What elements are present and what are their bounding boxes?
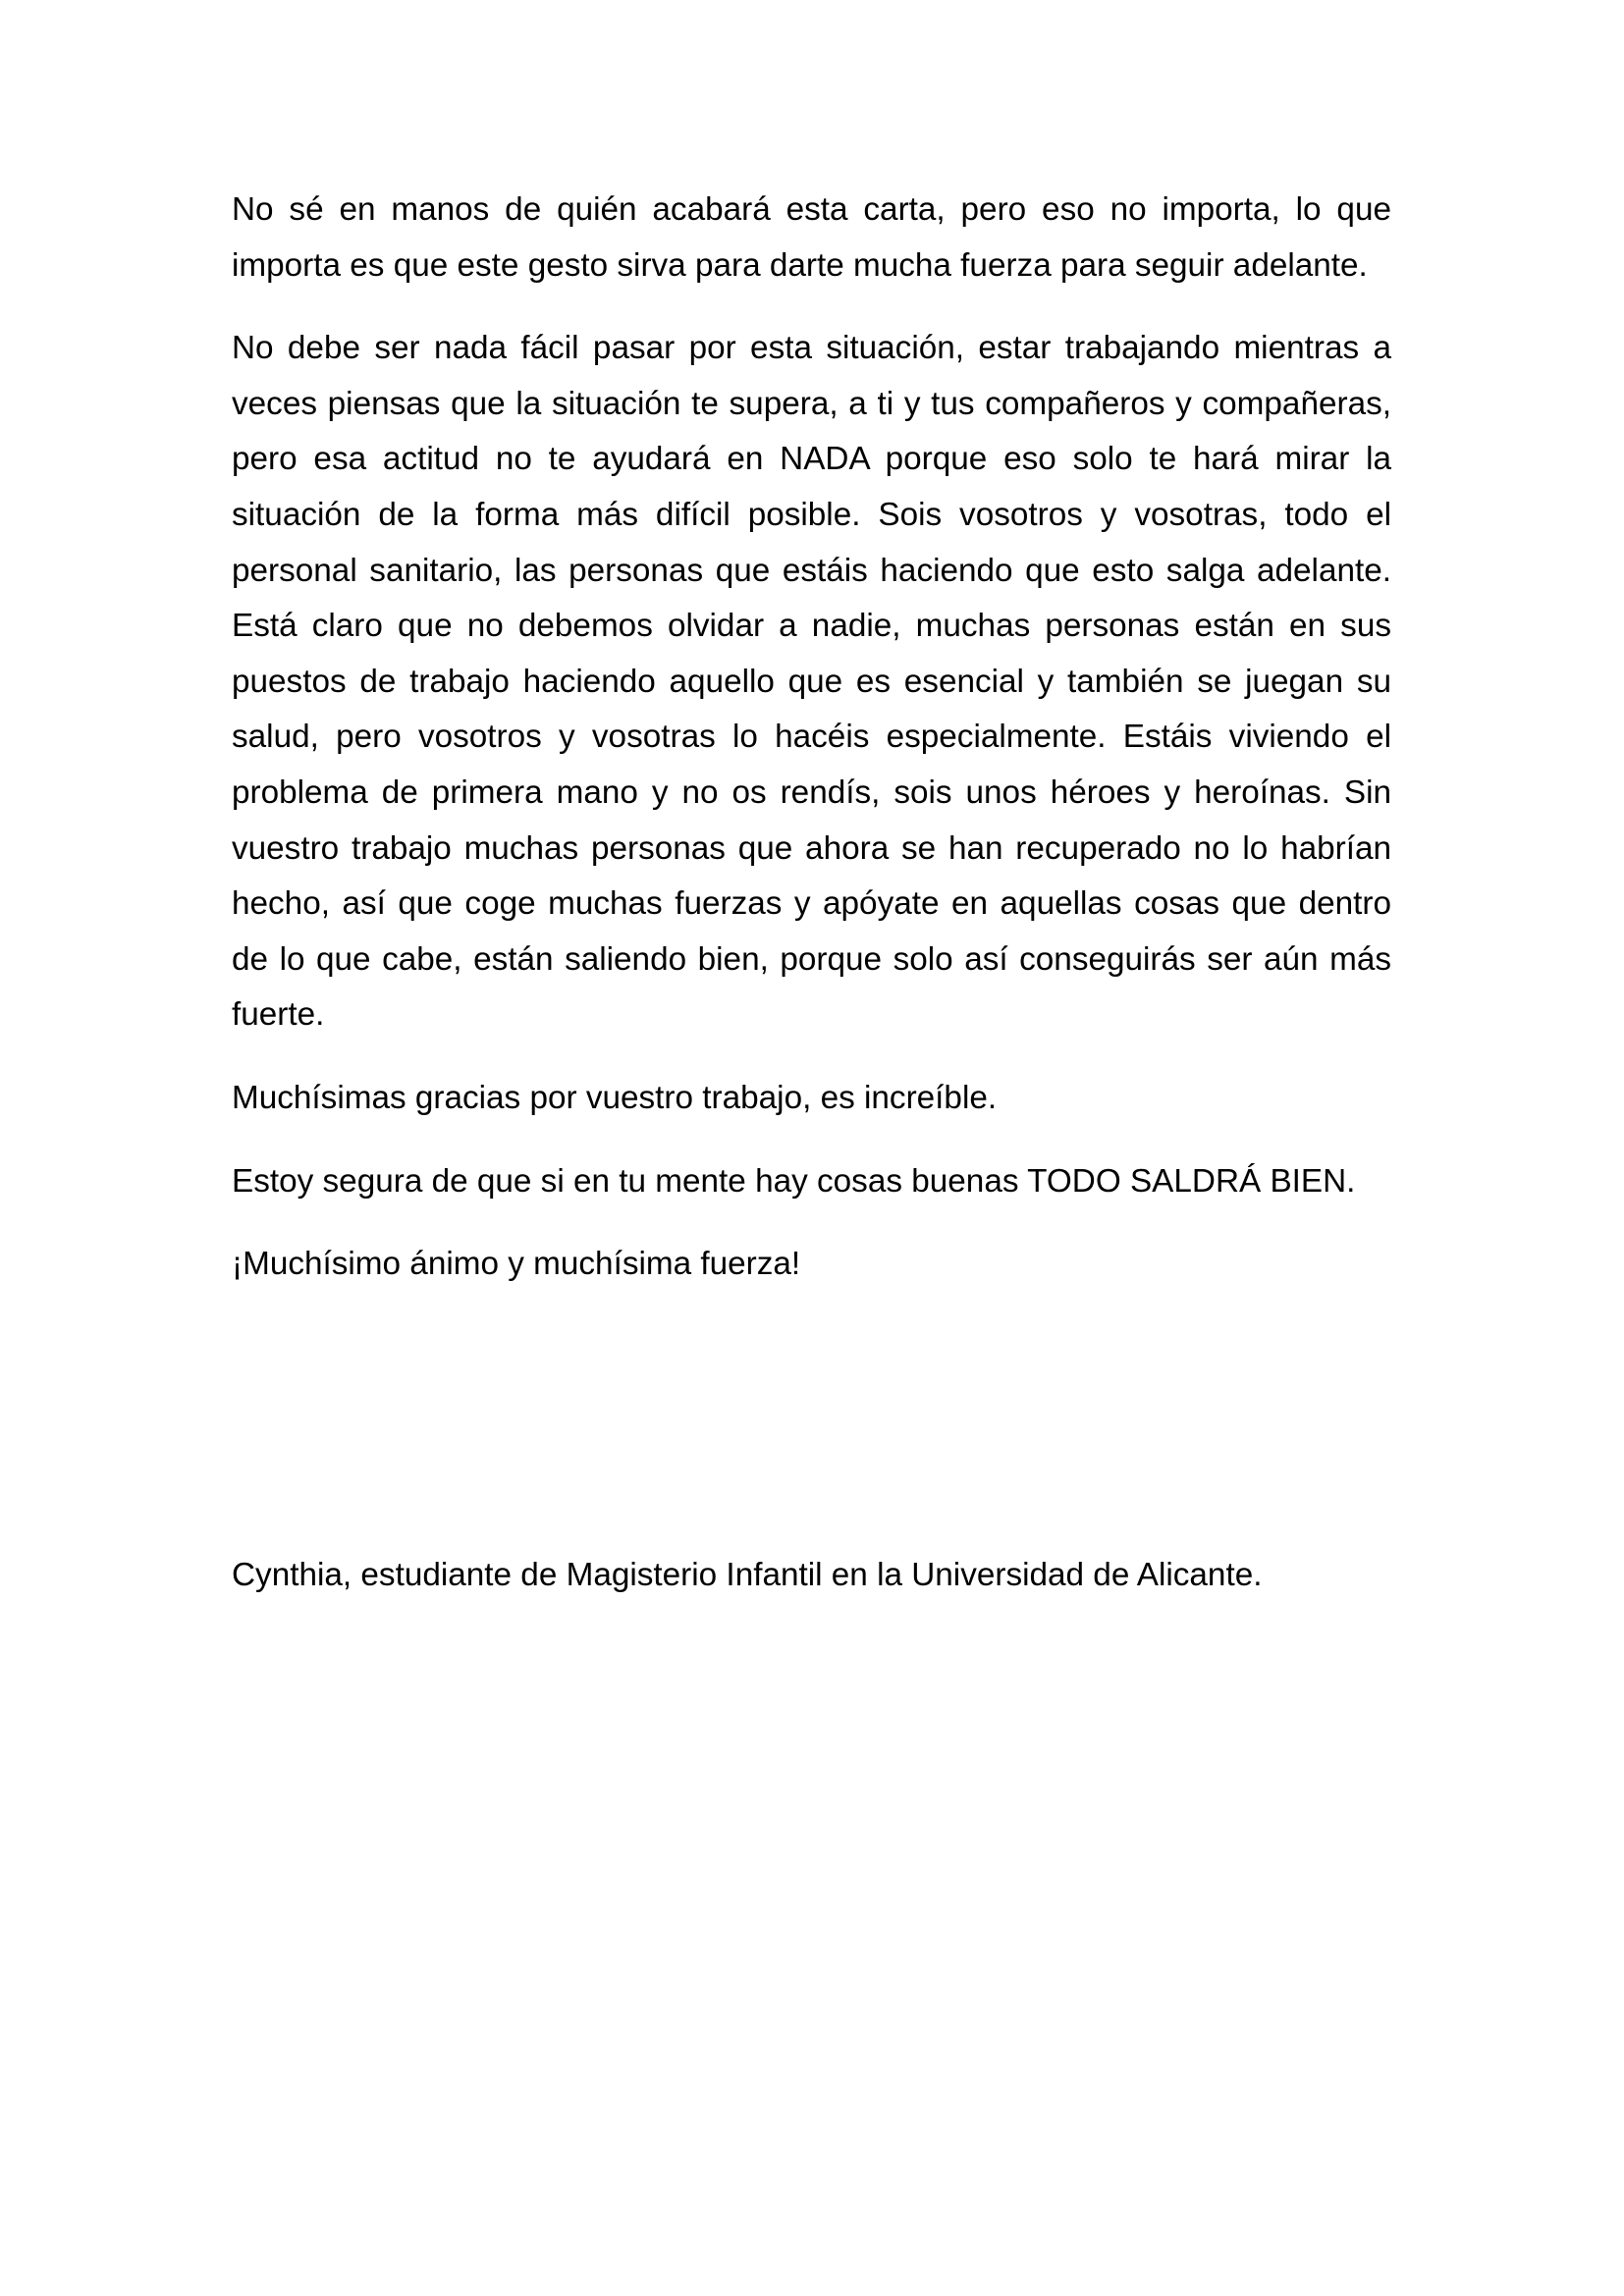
page-content (232, 183, 1391, 1603)
signature-line: Cynthia, estudiante de Magisterio Infantil en la Universidad de Alicante. (232, 1556, 1263, 1593)
paragraph-thanks: Muchísimas gracias por vuestro trabajo, es increíble. (232, 1079, 998, 1116)
paragraph-intro: No sé en manos de quién acabará esta carta, pero eso no importa, lo que importa es que este gesto sirva para darte mucha fuerza para seguir adelante. (232, 191, 1391, 284)
paragraph-body: No debe ser nada fácil pasar por esta situación, estar trabajando mientras a veces piensas que la situación te supera, a ti y tus compañeros y compañeras, pero esa actitud no te ayudará en NADA porque eso solo te hará mirar la situación de la forma más difícil posible. Sois vosotros y vosotras, todo el personal sanitario, las personas que estáis haciendo que esto salga adelante. Está claro que no debemos olvidar a nadie, muchas personas están en sus puestos de trabajo haciendo aquello que es esencial y también se juegan su salud, pero vosotros y vosotras lo hacéis especialmente. Estáis viviendo el problema de primera mano y no os rendís, sois unos héroes y heroínas. Sin vuestro trabajo muchas personas que ahora se han recuperado no lo habrían hecho, así que coge muchas fuerzas y apóyate en aquellas cosas que dentro de lo que cabe, están saliendo bien, porque solo así conseguirás ser aún más fuerte. (232, 330, 1391, 1034)
paragraph-positive: Estoy segura de que si en tu mente hay cosas buenas TODO SALDRÁ BIEN. (232, 1162, 1356, 1200)
paragraph-encouragement: ¡Muchísimo ánimo y muchísima fuerza! (232, 1246, 801, 1283)
